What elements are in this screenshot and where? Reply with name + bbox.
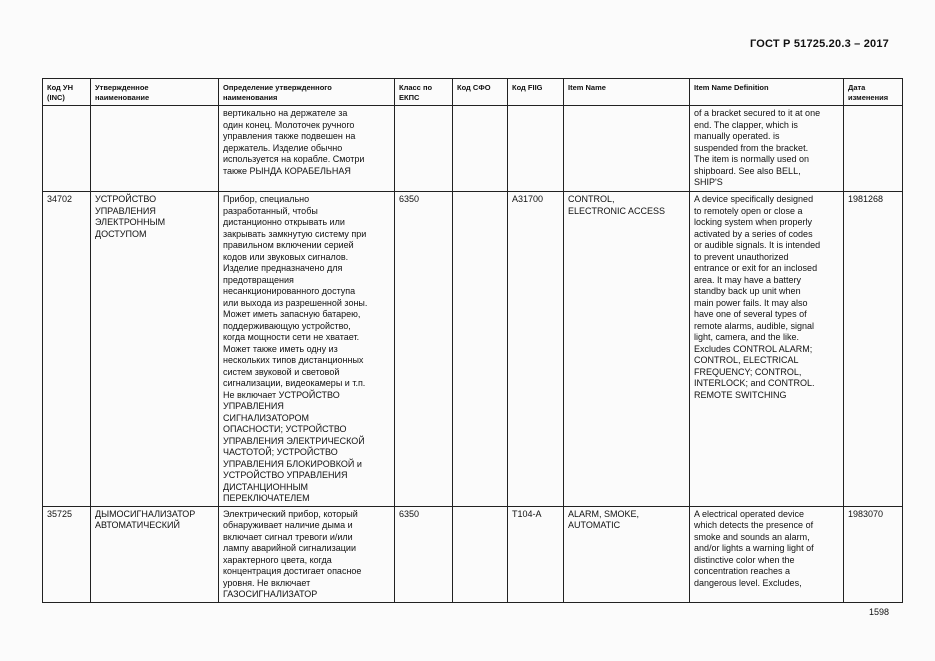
cell-ekps-class: 6350: [395, 192, 453, 507]
table-row: [43, 506, 903, 602]
column-header-fiig-code: Код FIIG: [508, 79, 564, 106]
column-header-sfo-code: Код СФО: [453, 79, 508, 106]
column-header-item-definition: Item Name Definition: [690, 79, 844, 106]
column-header-change-date: Дата изменения: [844, 79, 903, 106]
table-row: [43, 192, 903, 507]
column-header-approved-name: Утвержденное наименование: [91, 79, 219, 106]
cell-fiig-code: A31700: [508, 192, 564, 507]
cell-change-date: 1983070: [844, 506, 903, 602]
cell-ekps-class: 6350: [395, 506, 453, 602]
cell-item-name: [564, 106, 690, 192]
cell-change-date: 1981268: [844, 192, 903, 507]
cell-fiig-code: [508, 106, 564, 192]
cell-fiig-code: T104-A: [508, 506, 564, 602]
table-row: [43, 106, 903, 192]
cell-definition-ru: Электрический прибор, который обнаруживает наличие дыма и включает сигнал тревоги и/или лампу аварийной сигнализации характерного цвета, когда концентрация достигает опасное уровня. Не включает ГАЗОСИГНАЛИЗАТОР: [219, 506, 395, 602]
cell-inc: [43, 106, 91, 192]
page-number: 1598: [868, 607, 889, 617]
cell-approved-name: УСТРОЙСТВО УПРАВЛЕНИЯ ЭЛЕКТРОННЫМ ДОСТУПОМ: [91, 192, 219, 507]
cell-ekps-class: [395, 106, 453, 192]
column-header-inc: Код УН (INC): [43, 79, 91, 106]
cell-approved-name: ДЫМОСИГНАЛИЗАТОР АВТОМАТИЧЕСКИЙ: [91, 506, 219, 602]
cell-definition-en: A electrical operated device which detects the presence of smoke and sounds an alarm, and/or lights a warning light of distinctive color when the concentration reaches a dangerous level. Excludes,: [690, 506, 844, 602]
cell-inc: 34702: [43, 192, 91, 507]
cell-definition-en: A device specifically designed to remotely open or close a locking system when properly activated by a series of codes or audible signals. It is intended to prevent unauthorized entrance or exit for an inclosed area. It may have a battery standby back up unit when main power fails. It may also have one of several types of remote alarms, audible, signal light, camera, and the like. Excludes CONTROL ALARM; CONTROL, ELECTRICAL FREQUENCY; CONTROL, INTERLOCK; and CONTROL. REMOTE SWITCHING: [690, 192, 844, 507]
cell-definition-ru: вертикально на держателе за один конец. Молоточек ручного управления также подвешен на держатель. Изделие обычно используется на корабле. Смотри также РЫНДА КОРАБЕЛЬНАЯ: [219, 106, 395, 192]
cell-change-date: [844, 106, 903, 192]
table-header-row: [43, 79, 903, 106]
cell-inc: 35725: [43, 506, 91, 602]
cell-sfo-code: [453, 192, 508, 507]
cell-sfo-code: [453, 106, 508, 192]
column-header-definition: Определение утвержденного наименования: [219, 79, 395, 106]
nomenclature-table: [42, 78, 903, 603]
column-header-item-name: Item Name: [564, 79, 690, 106]
column-header-ekps-class: Класс по ЕКПС: [395, 79, 453, 106]
cell-definition-ru: Прибор, специально разработанный, чтобы дистанционно открывать или закрывать замкнутую систему при правильном включении серией кодов или звуковых сигналов. Изделие предназначено для предотвращения несанкционированного доступа или выхода из разрешенной зоны. Может иметь запасную батарею, поддерживающую устройство, когда мощности сети не хватает. Может также иметь одну из нескольких типов дистанционных систем звуковой и световой сигнализации, видеокамеры и т.п. Не включает УСТРОЙСТВО УПРАВЛЕНИЯ СИГНАЛИЗАТОРОМ ОПАСНОСТИ; УСТРОЙСТВО УПРАВЛЕНИЯ ЭЛЕКТРИЧЕСКОЙ ЧАСТОТОЙ; УСТРОЙСТВО УПРАВЛЕНИЯ БЛОКИРОВКОЙ и УСТРОЙСТВО УПРАВЛЕНИЯ ДИСТАНЦИОННЫМ ПЕРЕКЛЮЧАТЕЛЕМ: [219, 192, 395, 507]
cell-item-name: ALARM, SMOKE, AUTOMATIC: [564, 506, 690, 602]
cell-approved-name: [91, 106, 219, 192]
cell-sfo-code: [453, 506, 508, 602]
cell-item-name: CONTROL, ELECTRONIC ACCESS: [564, 192, 690, 507]
cell-definition-en: of a bracket secured to it at one end. The clapper, which is manually operated. is suspended from the bracket. The item is normally used on shipboard. See also BELL, SHIP'S: [690, 106, 844, 192]
document-header: ГОСТ Р 51725.20.3 – 2017: [749, 38, 889, 50]
